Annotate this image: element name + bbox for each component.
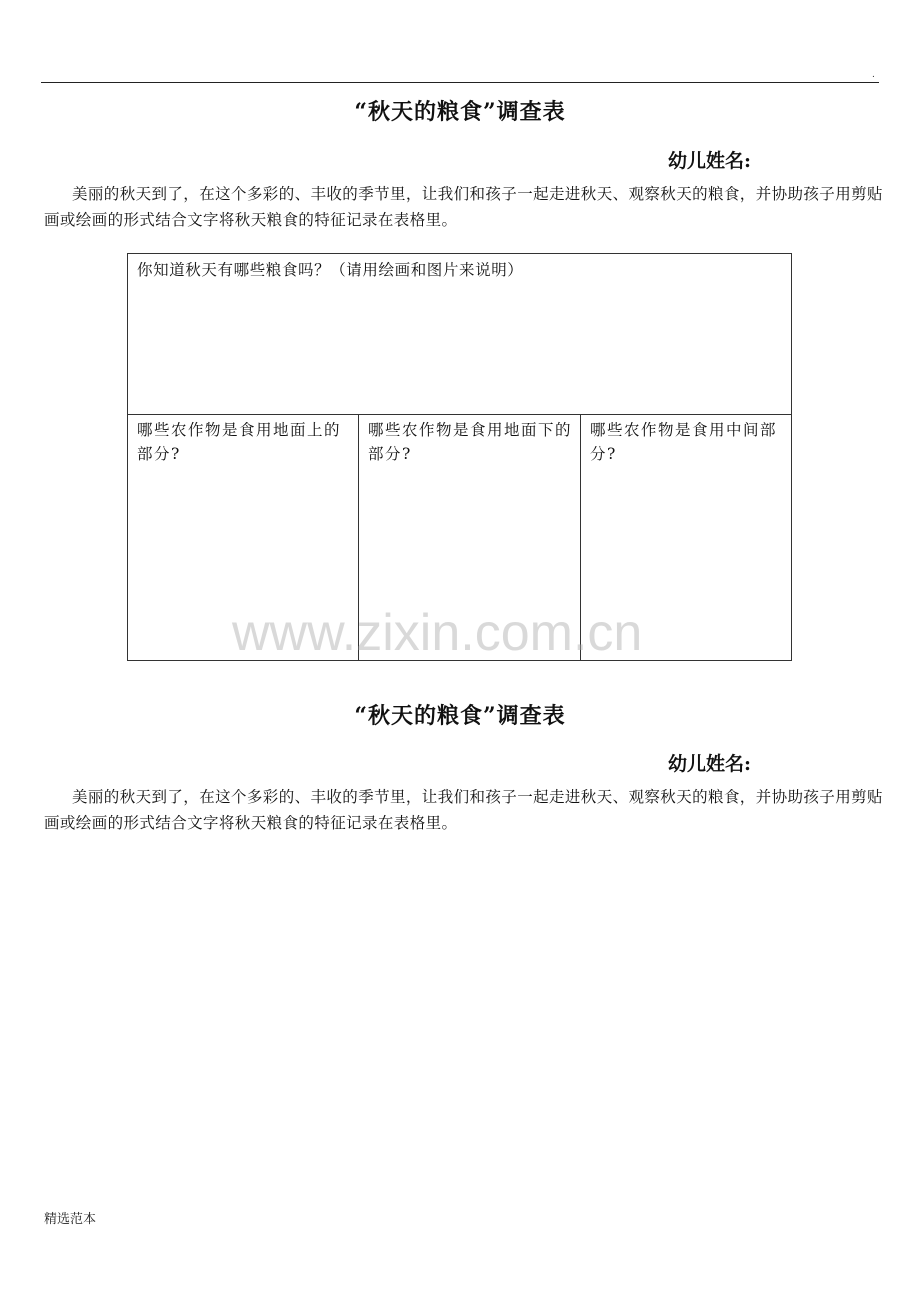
table-row-top (128, 254, 791, 415)
table-cell-middle (581, 415, 791, 660)
survey-table (127, 253, 792, 661)
page-title: “秋天的粮食”调查表 (354, 703, 566, 729)
intro-paragraph: 美丽的秋天到了，在这个多彩的、丰收的季节里，让我们和孩子一起走进秋天、观察秋天的粮食，并协助孩子用剪贴画或绘画的形式结合文字将秋天粮食的特征记录在表格里。 (44, 185, 883, 229)
column-question: 哪些农作物是食用地面上的部分? (137, 421, 342, 463)
intro-paragraph: 美丽的秋天到了，在这个多彩的、丰收的季节里，让我们和孩子一起走进秋天、观察秋天的粮食，并协助孩子用剪贴画或绘画的形式结合文字将秋天粮食的特征记录在表格里。 (44, 788, 883, 832)
column-question: 哪些农作物是食用中间部分? (590, 421, 778, 463)
watermark: www.zixin.com.cn (232, 604, 643, 662)
table-cell-above-ground (128, 415, 359, 660)
column-question: 哪些农作物是食用地面下的部分? (368, 421, 573, 463)
footer-text: 精选范本 (44, 1212, 97, 1227)
header-rule (41, 82, 879, 83)
header-mark: . (872, 70, 875, 80)
child-name-label: 幼儿姓名: (668, 753, 752, 775)
table-cell-below-ground (359, 415, 581, 660)
top-question: 你知道秋天有哪些粮食吗？（请用绘画和图片来说明） (137, 261, 524, 279)
page-title: “秋天的粮食”调查表 (354, 99, 566, 125)
child-name-label: 幼儿姓名: (668, 150, 752, 172)
